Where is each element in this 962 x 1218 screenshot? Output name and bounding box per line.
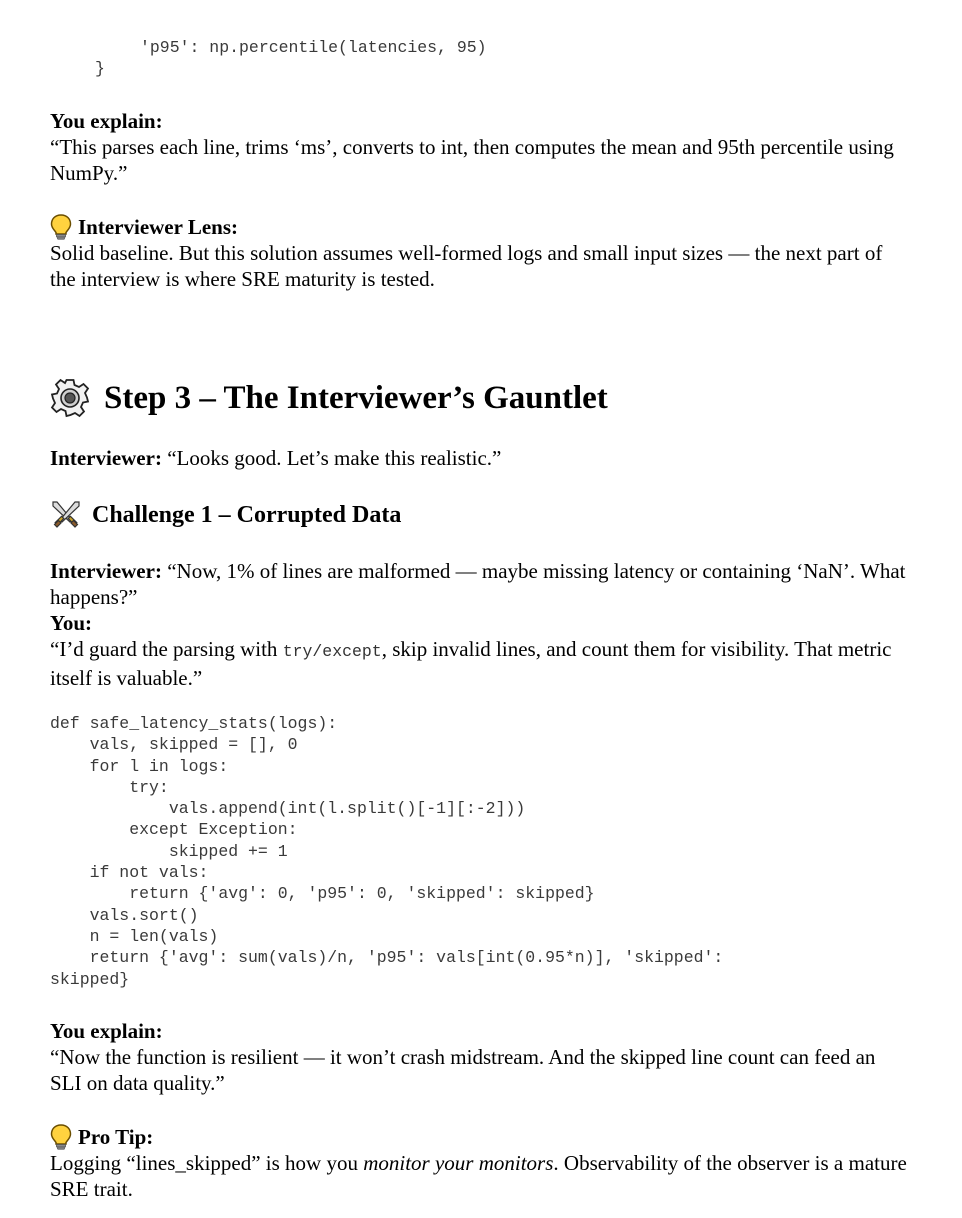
explain-section-1: [50, 108, 910, 186]
interviewer-label: Interviewer:: [50, 559, 162, 583]
code-line: try:: [50, 777, 169, 797]
you-text: “I’d guard the parsing with: [50, 637, 283, 661]
pro-tip-section: [50, 1124, 910, 1202]
step3-title: Step 3 – The Interviewer’s Gauntlet: [104, 380, 608, 416]
gear-icon: [50, 378, 90, 418]
code-line: return {'avg': 0, 'p95': 0, 'skipped': skipped}: [50, 884, 595, 904]
explain-text: “Now the function is resilient — it won’t crash midstream. And the skipped line count can feed an SLI on data quality.”: [50, 1045, 876, 1095]
explain-label: You explain:: [50, 1019, 163, 1043]
explain-text: “This parses each line, trims ‘ms’, converts to int, then computes the mean and 95th percentile using NumPy.”: [50, 135, 894, 185]
lightbulb-icon: [50, 214, 72, 240]
code-line: vals.append(int(l.split()[-1][:-2])): [50, 799, 526, 819]
interviewer-label: Interviewer:: [50, 446, 162, 470]
interviewer-line-1: [50, 445, 910, 471]
pro-tip-text-rest: . Observability of the observer is a mature SRE trait.: [50, 1151, 907, 1201]
code-line: return {'avg': sum(vals)/n, 'p95': vals[int(0.95*n)], 'skipped':: [50, 948, 724, 968]
pro-tip-label: Pro Tip:: [78, 1125, 154, 1149]
code-line: skipped += 1: [50, 841, 288, 861]
explain-section-2: [50, 1018, 910, 1096]
code-line: }: [95, 59, 105, 79]
pro-tip-text: Logging “lines_skipped” is how you: [50, 1151, 364, 1175]
code-block: [50, 713, 910, 990]
explain-label: You explain:: [50, 109, 163, 133]
code-line: skipped}: [50, 969, 130, 989]
code-line: except Exception:: [50, 820, 298, 840]
lightbulb-icon: [50, 1124, 72, 1150]
interviewer-line-2: [50, 558, 910, 610]
step3-heading: [50, 378, 910, 418]
challenge1-heading: [50, 500, 910, 530]
interviewer-text: “Looks good. Let’s make this realistic.”: [161, 446, 502, 470]
code-line: vals, skipped = [], 0: [50, 735, 298, 755]
you-text-rest: , skip invalid lines, and count them for visibility. That metric itself is valuable.”: [50, 637, 892, 690]
code-line: if not vals:: [50, 863, 209, 883]
code-line: def safe_latency_stats(logs):: [50, 714, 338, 733]
lens-text: Solid baseline. But this solution assumes well-formed logs and small input sizes — the next part of the interview is where SRE maturity is tested.: [50, 241, 883, 291]
interviewer-lens-section: [50, 214, 910, 292]
code-line: for l in logs:: [50, 756, 229, 776]
you-response: [50, 610, 910, 691]
crossed-swords-icon: [50, 500, 82, 530]
pro-tip-emphasis: monitor your monitors: [363, 1151, 554, 1175]
code-line: vals.sort(): [50, 905, 199, 925]
code-fragment-top: [50, 37, 910, 80]
lens-label: Interviewer Lens:: [78, 215, 238, 239]
code-line: 'p95': np.percentile(latencies, 95): [140, 38, 487, 57]
inline-code: try/except: [282, 642, 382, 661]
you-label: You:: [50, 611, 93, 635]
challenge1-title: Challenge 1 – Corrupted Data: [92, 502, 402, 528]
code-line: n = len(vals): [50, 926, 219, 946]
interviewer-text: “Now, 1% of lines are malformed — maybe missing latency or containing ‘NaN’. What happens?”: [50, 559, 906, 609]
